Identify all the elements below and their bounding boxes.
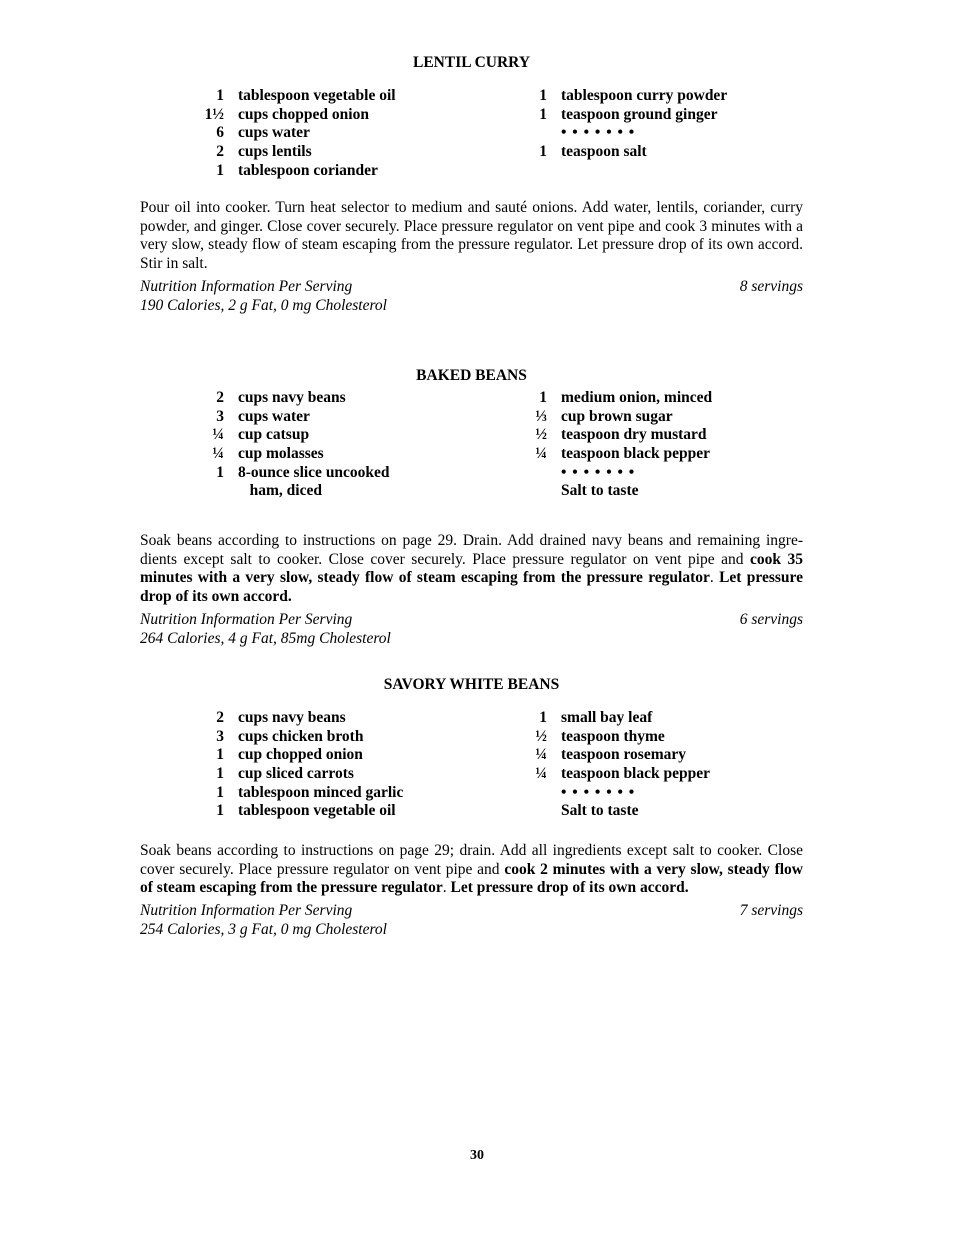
ingredient [200, 87, 460, 106]
ingredient-qty [523, 464, 561, 483]
ingredient-qty: ½ [535, 426, 547, 444]
ingredient [200, 482, 460, 501]
ingredient [200, 162, 460, 181]
ingredient-qty: 6 [216, 124, 224, 142]
recipe-title: SAVORY WHITE BEANS [383, 676, 560, 693]
ingredient [523, 765, 803, 784]
ingredient-column-left [200, 87, 460, 180]
nutrition-label: Nutrition Information Per Serving [140, 902, 353, 920]
ingredient-column-right [523, 709, 803, 821]
ingredient [200, 765, 460, 784]
nutrition-facts: 190 Calories, 2 g Fat, 0 mg Cholesterol [140, 296, 387, 314]
ingredient-name: cup sliced carrots [238, 765, 354, 783]
ingredient-qty: 3 [216, 727, 224, 745]
nutrition-header [140, 902, 803, 921]
ingredient-qty: 1 [216, 765, 224, 783]
ingredient-column-left [200, 709, 460, 821]
ingredient-qty: ¼ [212, 426, 224, 444]
ingredient [200, 445, 460, 464]
ingredient-name: tablespoon minced garlic [238, 783, 404, 801]
ingredient [523, 408, 803, 427]
nutrition-header [140, 278, 803, 297]
ingredient-column-right [523, 87, 803, 162]
ingredient [523, 426, 803, 445]
ingredient-name: teaspoon rosemary [561, 746, 686, 764]
ingredient-separator [523, 124, 803, 143]
ingredient-qty: 3 [216, 407, 224, 425]
servings: 7 servings [739, 902, 803, 920]
ingredient-name: ham, diced [238, 482, 322, 500]
ingredient [523, 728, 803, 747]
ingredient-qty: 1 [216, 746, 224, 764]
ingredient-qty: 1 [539, 105, 547, 123]
ingredient-column-left [200, 389, 460, 501]
ingredient-qty: 1 [216, 161, 224, 179]
ingredient [200, 746, 460, 765]
ingredient-separator [523, 784, 803, 803]
nutrition-label: Nutrition Information Per Serving [140, 610, 353, 628]
ingredient-name: Salt to taste [561, 482, 639, 500]
ingredient-name: cups navy beans [238, 709, 346, 726]
ingredient-name: teaspoon black pepper [561, 765, 710, 783]
ingredient-name: cup molasses [238, 445, 324, 463]
ingredient [200, 426, 460, 445]
ingredient [200, 143, 460, 162]
separator-dots: • • • • • • • [561, 463, 636, 481]
ingredient-name: cups water [238, 407, 310, 425]
ingredient-qty: ¼ [535, 445, 547, 463]
ingredient [523, 143, 803, 162]
ingredient [200, 464, 460, 483]
ingredient-qty: 2 [216, 389, 224, 406]
ingredient [200, 389, 460, 408]
ingredient [200, 408, 460, 427]
ingredient-name: cups lentils [238, 143, 312, 161]
ingredient-name: teaspoon dry mustard [561, 426, 707, 444]
ingredient-name: small bay leaf [561, 709, 653, 726]
ingredient-name: medium onion, minced [561, 389, 713, 406]
ingredient-qty: 1 [216, 802, 224, 820]
ingredient-name: cups chicken broth [238, 727, 364, 745]
ingredient-qty: 2 [216, 709, 224, 726]
nutrition-facts: 254 Calories, 3 g Fat, 0 mg Cholesterol [140, 921, 387, 939]
ingredient [523, 389, 803, 408]
ingredient-name: tablespoon vegetable oil [238, 87, 396, 104]
ingredient-column-right [523, 389, 803, 501]
page-number: 30 [470, 1148, 484, 1163]
ingredient-name: cups water [238, 124, 310, 142]
instructions-bold-text: Let pressure drop of its own accord. [140, 569, 803, 606]
ingredient-qty: ¼ [535, 765, 547, 783]
separator-dots: • • • • • • • [561, 124, 636, 142]
ingredient-qty: 1 [216, 463, 224, 481]
ingredient-qty: ¼ [535, 746, 547, 764]
ingredient-qty: 1 [539, 87, 547, 104]
ingredient [523, 87, 803, 106]
nutrition-label: Nutrition Information Per Serving [140, 277, 353, 295]
servings: 6 servings [739, 610, 803, 628]
ingredient-qty: 1 [216, 87, 224, 104]
ingredient-qty: 1 [539, 389, 547, 406]
ingredient-list [140, 87, 803, 181]
ingredient [200, 802, 460, 821]
ingredient [200, 784, 460, 803]
recipe-lentil-curry [140, 54, 803, 316]
ingredient-qty [523, 124, 561, 143]
ingredient-qty: 2 [216, 143, 224, 161]
recipe-instructions [140, 842, 803, 898]
recipe-instructions [140, 532, 803, 607]
ingredient [523, 445, 803, 464]
recipe-savory-white-beans [140, 676, 803, 940]
ingredient-name: 8-ounce slice uncooked [238, 463, 390, 481]
separator-dots: • • • • • • • [561, 783, 636, 801]
ingredient-qty [523, 784, 561, 803]
ingredient [200, 709, 460, 728]
instructions-text: . [709, 569, 720, 587]
ingredient-qty: ⅓ [535, 407, 547, 425]
ingredient-qty [523, 482, 561, 501]
ingredient-name: cups chopped onion [238, 105, 369, 123]
ingredient-list [140, 389, 803, 502]
ingredient [523, 802, 803, 821]
ingredient [200, 728, 460, 747]
instructions-bold-text: cook 35 minutes with a very slow, steady flow of steam escaping from the pressure regulator [140, 550, 804, 587]
ingredient-name: teaspoon salt [561, 143, 647, 161]
ingredient-qty: 1 [539, 709, 547, 726]
ingredient-qty [200, 482, 238, 501]
instructions-bold-text: cook 2 minutes with a very slow, steady flow of steam escaping from the pressure regulator [140, 860, 803, 897]
ingredient-qty: ¼ [212, 445, 224, 463]
recipe-instructions: Pour oil into cooker. Turn heat selector to medium and sauté onions. Add water, lentils, coriander, curry powder, and ginger. Close cover securely. Place pressure regulator on vent pipe and cook 3 minutes with a very slow, steady flow of steam escaping from the pressure regulator. Let pressure drop of its own accord. Stir in salt. [140, 199, 803, 273]
ingredient [523, 746, 803, 765]
ingredient-name: cups navy beans [238, 389, 346, 406]
ingredient-qty [523, 802, 561, 821]
servings: 8 servings [739, 277, 803, 295]
ingredient-separator [523, 464, 803, 483]
ingredient-name: teaspoon black pepper [561, 445, 710, 463]
ingredient-qty: 1 [539, 143, 547, 161]
ingredient-name: Salt to taste [561, 802, 639, 820]
ingredient-name: tablespoon curry powder [561, 87, 728, 104]
ingredient-name: cup chopped onion [238, 746, 363, 764]
ingredient-name: teaspoon thyme [561, 727, 665, 745]
recipe-title: LENTIL CURRY [412, 54, 531, 71]
nutrition-facts: 264 Calories, 4 g Fat, 85mg Cholesterol [140, 629, 391, 647]
ingredient-qty: 1 [216, 783, 224, 801]
ingredient-name: teaspoon ground ginger [561, 105, 718, 123]
instructions-bold-text: Let pressure drop of its own accord. [450, 879, 689, 897]
recipe-title: BAKED BEANS [416, 367, 527, 384]
ingredient-list [140, 709, 803, 822]
ingredient-name: cup brown sugar [561, 407, 673, 425]
ingredient-name: cup catsup [238, 426, 310, 444]
ingredient-qty: ½ [535, 727, 547, 745]
ingredient [523, 709, 803, 728]
ingredient-qty: 1½ [204, 105, 224, 123]
instructions-text: Soak beans according to instructions on page 29; drain. Add all ingredients except salt to cooker. Close cover securely. Place pressure regulator on vent pipe and [140, 842, 803, 878]
recipe-baked-beans [140, 367, 803, 649]
ingredient [200, 106, 460, 125]
ingredient [523, 106, 803, 125]
ingredient [523, 482, 803, 501]
ingredient-name: tablespoon vegetable oil [238, 802, 396, 820]
nutrition-header [140, 611, 803, 630]
ingredient-name: tablespoon coriander [238, 161, 378, 179]
instructions-text: Soak beans according to instructions on page 29. Drain. Add drained navy beans and remaining ingre-dients except salt to cooker. Close cover securely. Place pressure regulator on vent pipe and [140, 532, 803, 568]
instructions-text: . [442, 879, 451, 897]
ingredient [200, 124, 460, 143]
